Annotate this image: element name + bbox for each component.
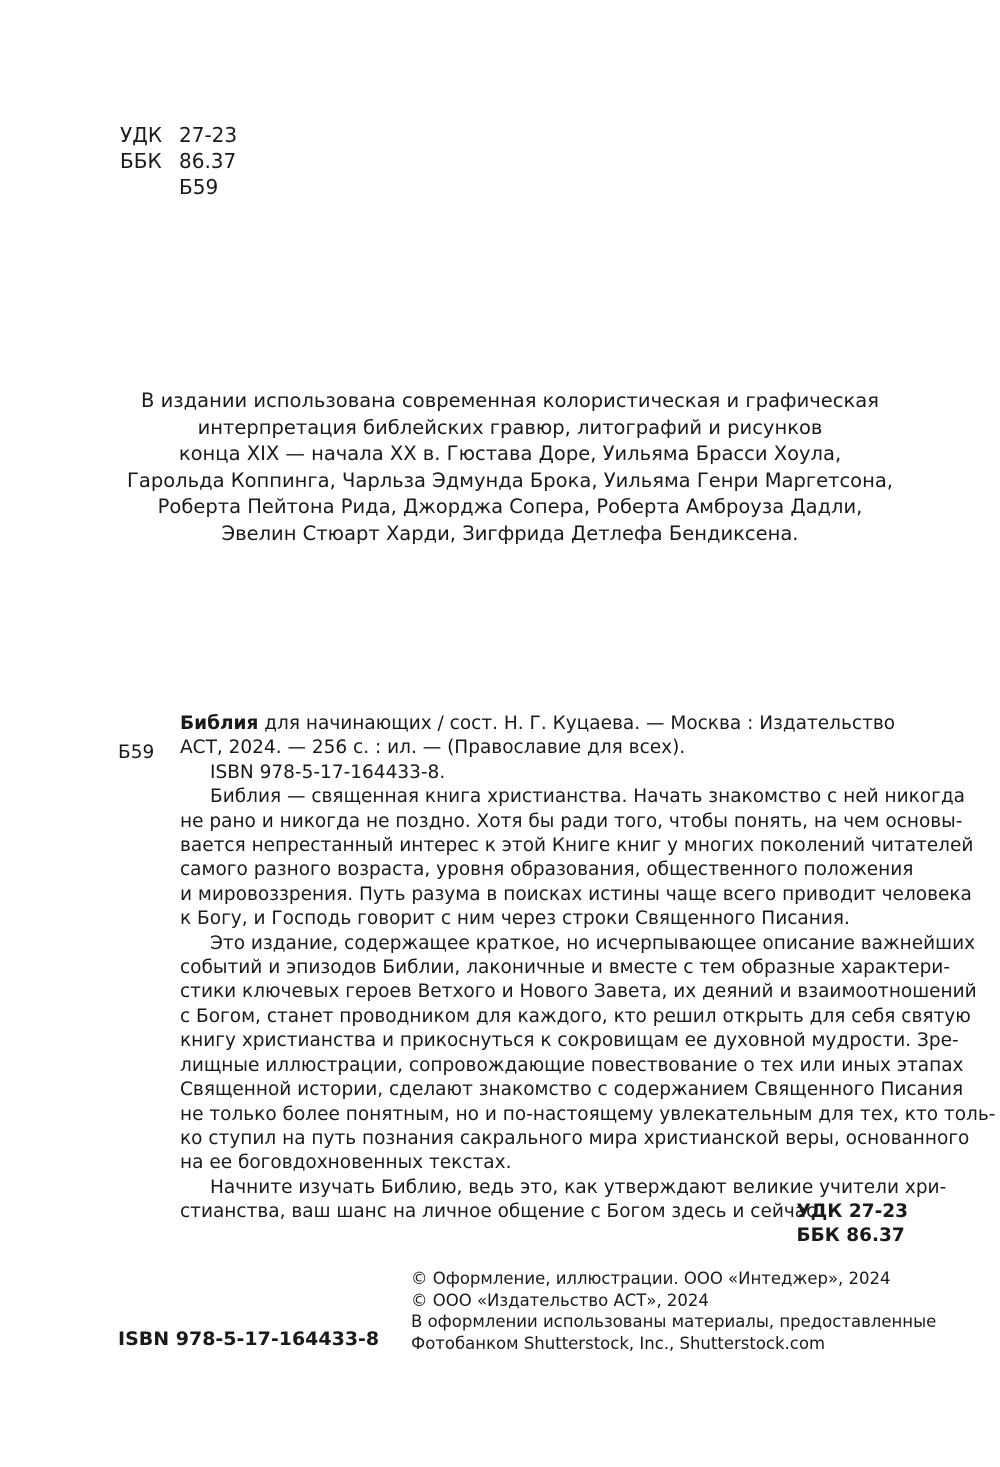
bbk-label: ББК: [120, 149, 162, 173]
annotation-paragraph-1: [180, 785, 974, 931]
para1-line: самого разного возраста, уровня образования, общественного положения: [180, 859, 914, 881]
para1-line: и мировоззрения. Путь разума в поисках истины чаще всего приводит человека: [180, 883, 972, 905]
para2-line: с Богом, станет проводником для каждого, кто решил открыть для себя святую: [180, 1005, 971, 1027]
illustration-credits: [100, 388, 920, 547]
credits-line: Эвелин Стюарт Харди, Зигфрида Детлефа Бендиксена.: [221, 521, 799, 545]
bib-isbn-line: ISBN 978-5-17-164433-8.: [210, 761, 446, 783]
isbn-bold: ISBN 978-5-17-164433-8: [118, 1328, 380, 1350]
para2-line: лищные иллюстрации, сопровождающие повествование о тех или иных этапах: [180, 1054, 964, 1076]
para2-line: книгу христианства и прикоснуться к сокровищам ее духовной мудрости. Зре-: [180, 1030, 959, 1052]
book-title-rest: для начинающих / сост. Н. Г. Куцаева. — Москва : Издательство: [258, 713, 896, 734]
para2-line: стики ключевых героев Ветхого и Нового Завета, их деяний и взаимоотношений: [180, 981, 977, 1003]
para2-line: Священной истории, сделают знакомство с содержанием Священного Писания: [180, 1079, 964, 1101]
copyright-line: Фотобанком Shutterstock, Inc., Shutterstock.com: [411, 1333, 826, 1353]
para1-line: Библия — священная книга христианства. Начать знакомство с ней никогда: [210, 786, 965, 808]
copyright-line: © ООО «Издательство АСТ», 2024: [411, 1290, 709, 1310]
para2-line: ко ступил на путь познания сакрального мира христианской веры, основанного: [180, 1127, 970, 1149]
para2-line: Это издание, содержащее краткое, но исчерпывающее описание важнейших: [210, 932, 976, 954]
annotation-paragraph-2: [180, 932, 996, 1176]
para2-line: на ее боговдохновенных текстах.: [180, 1152, 512, 1174]
author-sign-top: Б59: [179, 175, 219, 199]
para2-line: не только более понятным, но и по-настоящему увлекательным для тех, кто толь-: [180, 1103, 996, 1125]
credits-line: Роберта Пейтона Рида, Джорджа Сопера, Роберта Амброуза Дадли,: [157, 495, 863, 518]
copyright-block: [411, 1268, 936, 1354]
classification-bottom: [797, 1200, 908, 1248]
credits-line: Гарольда Коппинга, Чарльза Эдмунда Брока, Уильяма Генри Маргетсона,: [126, 468, 894, 492]
para1-line: к Богу, и Господь говорит с ним через строки Священного Писания.: [180, 908, 850, 930]
para3-line: стианства, ваш шанс на личное общение с Богом здесь и сейчас.: [180, 1201, 823, 1223]
udk-label: УДК: [120, 123, 163, 147]
copyright-line: © Оформление, иллюстрации. ООО «Интеджер», 2024: [411, 1269, 891, 1288]
book-title: Библия: [180, 713, 259, 734]
para3-line: Начните изучать Библию, ведь это, как утверждают великие учители хри-: [210, 1176, 947, 1198]
bibliographic-entry: [180, 712, 996, 1225]
para2-line: событий и эпизодов Библии, лаконичные и вместе с тем образные характери-: [180, 957, 951, 979]
bib-title-line: [180, 712, 910, 736]
credits-line: конца XIX — начала XX в. Гюстава Доре, Уильяма Брасси Хоула,: [178, 442, 842, 465]
udk-bottom: УДК 27-23: [796, 1201, 908, 1222]
credits-line: интерпретация библейских гравюр, литографий и рисунков: [197, 415, 823, 439]
bib-publisher-line: АСТ, 2024. — 256 с. : ил. — (Православие для всех).: [180, 737, 686, 759]
para1-line: вается непрестанный интерес к этой Книге книг у многих поколений читателей: [180, 835, 974, 857]
credits-line: В издании использована современная колористическая и графическая: [141, 389, 879, 412]
bbk-bottom: ББК 86.37: [796, 1225, 905, 1246]
bbk-value: 86.37: [179, 149, 237, 173]
copyright-line: В оформлении использованы материалы, предоставленные: [411, 1312, 937, 1331]
author-sign-bib: Б59: [118, 742, 155, 763]
udk-value: 27-23: [179, 123, 238, 147]
para1-line: не рано и никогда не поздно. Хотя бы ради того, чтобы понять, на чем основы-: [180, 810, 963, 832]
